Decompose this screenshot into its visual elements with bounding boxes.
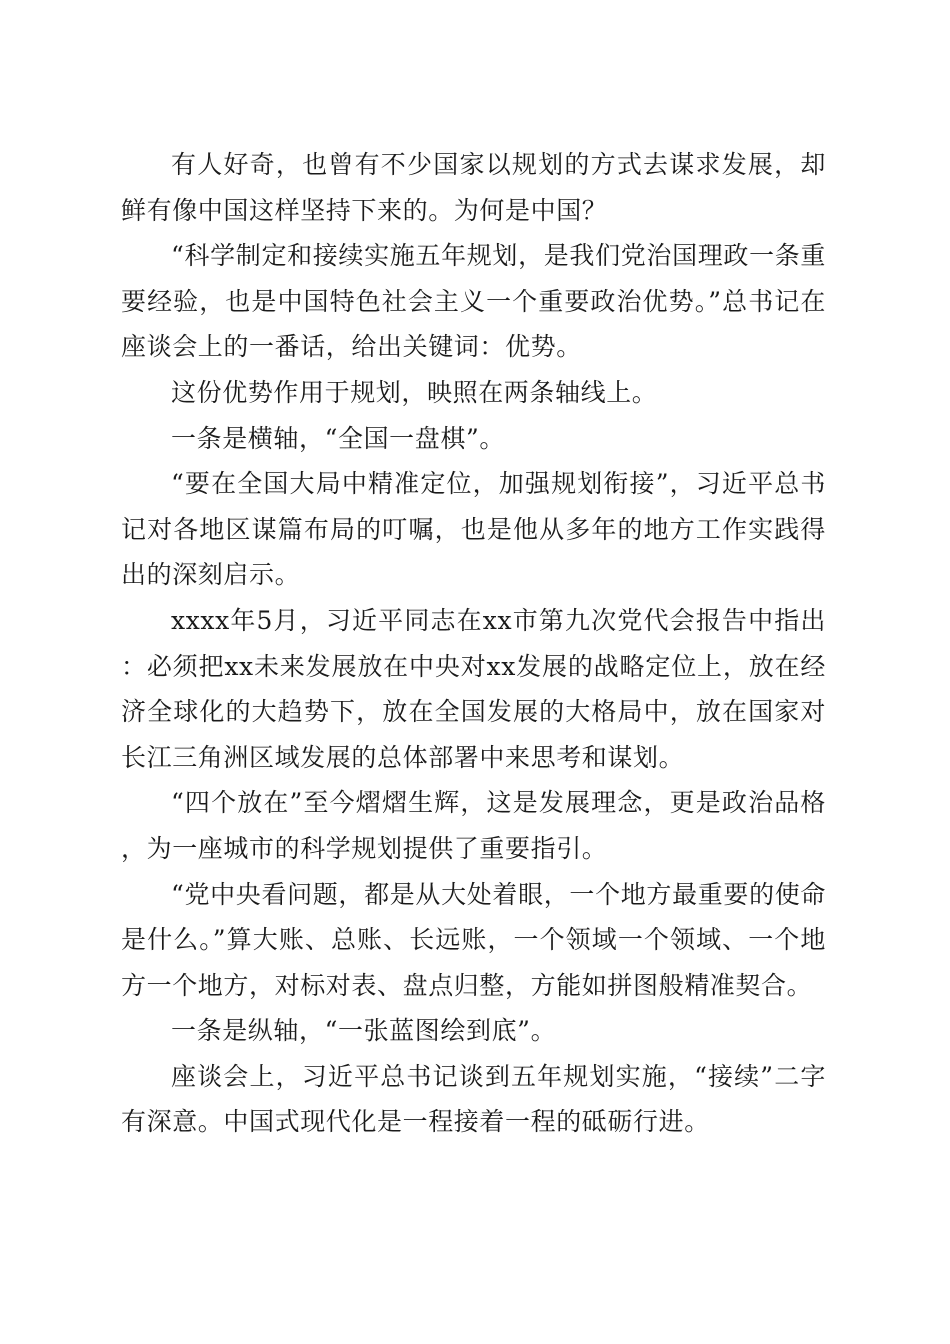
paragraph: 有人好奇，也曾有不少国家以规划的方式去谋求发展，却鲜有像中国这样坚持下来的。为何是中国？ <box>121 150 826 225</box>
paragraph: xxxx年5月，习近平同志在xx市第九次党代会报告中指出：必须把xx未来发展放在中央对xx发展的战略定位上，放在经济全球化的大趋势下，放在全国发展的大格局中，放在国家对长江三角洲区域发展的总体部署中来思考和谋划。 <box>121 605 826 772</box>
document-body <box>121 142 826 1145</box>
paragraph: “党中央看问题，都是从大处着眼，一个地方最重要的使命是什么。”算大账、总账、长远账，一个领域一个领域、一个地方一个地方，对标对表、盘点归整，方能如拼图般精准契合。 <box>121 879 826 1000</box>
paragraph: “四个放在”至今熠熠生辉，这是发展理念，更是政治品格，为一座城市的科学规划提供了重要指引。 <box>121 788 826 863</box>
paragraph: 一条是横轴，“全国一盘棋”。 <box>171 423 505 453</box>
paragraph: 这份优势作用于规划，映照在两条轴线上。 <box>171 377 658 407</box>
paragraph: “要在全国大局中精准定位，加强规划衔接”，习近平总书记对各地区谋篇布局的叮嘱，也是他从多年的地方工作实践得出的深刻启示。 <box>121 469 826 590</box>
paragraph: 一条是纵轴，“一张蓝图绘到底”。 <box>171 1016 557 1046</box>
paragraph: 座谈会上，习近平总书记谈到五年规划实施，“接续”二字有深意。中国式现代化是一程接着一程的砥砺行进。 <box>121 1061 826 1137</box>
paragraph: “科学制定和接续实施五年规划，是我们党治国理政一条重要经验，也是中国特色社会主义一个重要政治优势。”总书记在座谈会上的一番话，给出关键词：优势。 <box>121 241 826 362</box>
